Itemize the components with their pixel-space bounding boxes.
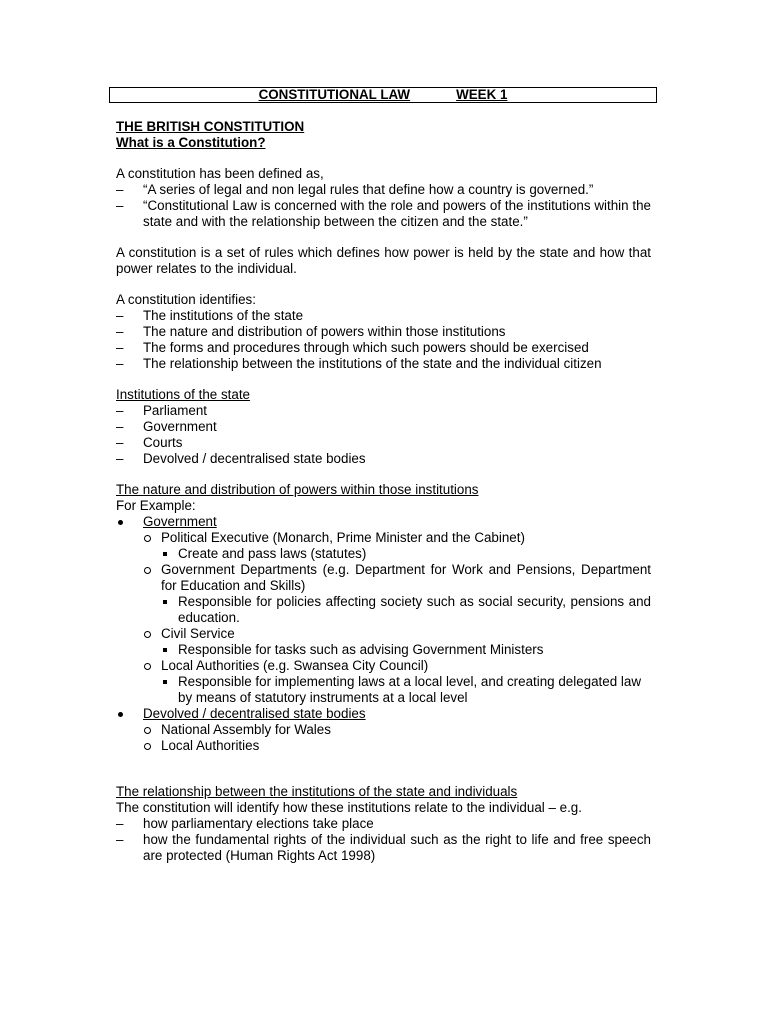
list-item: Create and pass laws (statutes) <box>161 546 651 562</box>
dash-bullet: – <box>116 435 124 450</box>
square-bullet-icon <box>161 642 178 658</box>
sub-heading: What is a Constitution? <box>116 135 266 150</box>
list-item: Local Authorities <box>143 738 651 754</box>
dash-bullet: – <box>116 324 124 339</box>
dash-bullet: – <box>116 182 124 197</box>
bullet-icon <box>116 514 143 530</box>
square-bullet-icon <box>161 594 178 626</box>
list-item: – The nature and distribution of powers within those institutions <box>116 324 506 339</box>
dash-bullet: – <box>116 832 124 847</box>
list-item: – how the fundamental rights of the individual such as the right to life and free speech are protected (Human Rights Act 1998) <box>116 832 651 863</box>
list-item: – how parliamentary elections take place <box>116 816 374 831</box>
header-title: CONSTITUTIONAL LAW <box>258 87 411 102</box>
list-item: – “A series of legal and non legal rules that define how a country is governed.” <box>116 182 594 197</box>
list-item: – The institutions of the state <box>116 308 304 323</box>
document-body <box>116 119 651 864</box>
list-item: – Courts <box>116 435 183 450</box>
circle-bullet-icon <box>143 658 161 674</box>
circle-bullet-icon <box>143 530 161 546</box>
intro-lead: A constitution has been defined as, <box>116 166 324 181</box>
list-item: Government <box>116 514 651 530</box>
list-item: Political Executive (Monarch, Prime Minister and the Cabinet) <box>143 530 651 546</box>
summary-paragraph: A constitution is a set of rules which defines how power is held by the state and how that power relates to the individual. <box>116 245 651 276</box>
dash-bullet: – <box>116 816 124 831</box>
nature-heading: The nature and distribution of powers within those institutions <box>116 482 479 497</box>
list-item: – Devolved / decentralised state bodies <box>116 451 366 466</box>
list-item: – Parliament <box>116 403 208 418</box>
list-item: – The forms and procedures through which such powers should be exercised <box>116 340 589 355</box>
header-week: WEEK 1 <box>456 87 508 102</box>
list-item: National Assembly for Wales <box>143 722 651 738</box>
institutions-heading: Institutions of the state <box>116 387 250 402</box>
dash-bullet: – <box>116 403 124 418</box>
circle-bullet-icon <box>143 738 161 754</box>
list-item: Responsible for tasks such as advising Government Ministers <box>161 642 651 658</box>
document-header <box>109 87 657 103</box>
relationship-heading: The relationship between the institutions of the state and individuals <box>116 784 518 799</box>
circle-bullet-icon <box>143 562 161 594</box>
list-item: – Government <box>116 419 217 434</box>
dash-bullet: – <box>116 340 124 355</box>
relationship-lead: The constitution will identify how these institutions relate to the individual – e.g. <box>116 800 582 815</box>
nature-lead: For Example: <box>116 498 196 513</box>
square-bullet-icon <box>161 546 178 562</box>
list-item: Government Departments (e.g. Department for Work and Pensions, Department for Education and Skills) <box>143 562 651 594</box>
list-item: Responsible for policies affecting society such as social security, pensions and education. <box>161 594 651 626</box>
square-bullet-icon <box>161 674 178 706</box>
identifies-lead: A constitution identifies: <box>116 292 256 307</box>
main-heading: THE BRITISH CONSTITUTION <box>116 119 305 134</box>
bullet-icon <box>116 706 143 722</box>
list-item: – “Constitutional Law is concerned with the role and powers of the institutions within the state and with the relationship between the citizen and the state.” <box>116 198 651 229</box>
dash-bullet: – <box>116 308 124 323</box>
dash-bullet: – <box>116 419 124 434</box>
list-item: Devolved / decentralised state bodies <box>116 706 651 722</box>
circle-bullet-icon <box>143 626 161 642</box>
dash-bullet: – <box>116 198 124 213</box>
list-item: Local Authorities (e.g. Swansea City Council) <box>143 658 651 674</box>
list-item: Responsible for implementing laws at a local level, and creating delegated law by means of statutory instruments at a local level <box>161 674 651 706</box>
dash-bullet: – <box>116 356 124 371</box>
list-item: Civil Service <box>143 626 651 642</box>
list-item: – The relationship between the institutions of the state and the individual citizen <box>116 356 602 371</box>
circle-bullet-icon <box>143 722 161 738</box>
dash-bullet: – <box>116 451 124 466</box>
